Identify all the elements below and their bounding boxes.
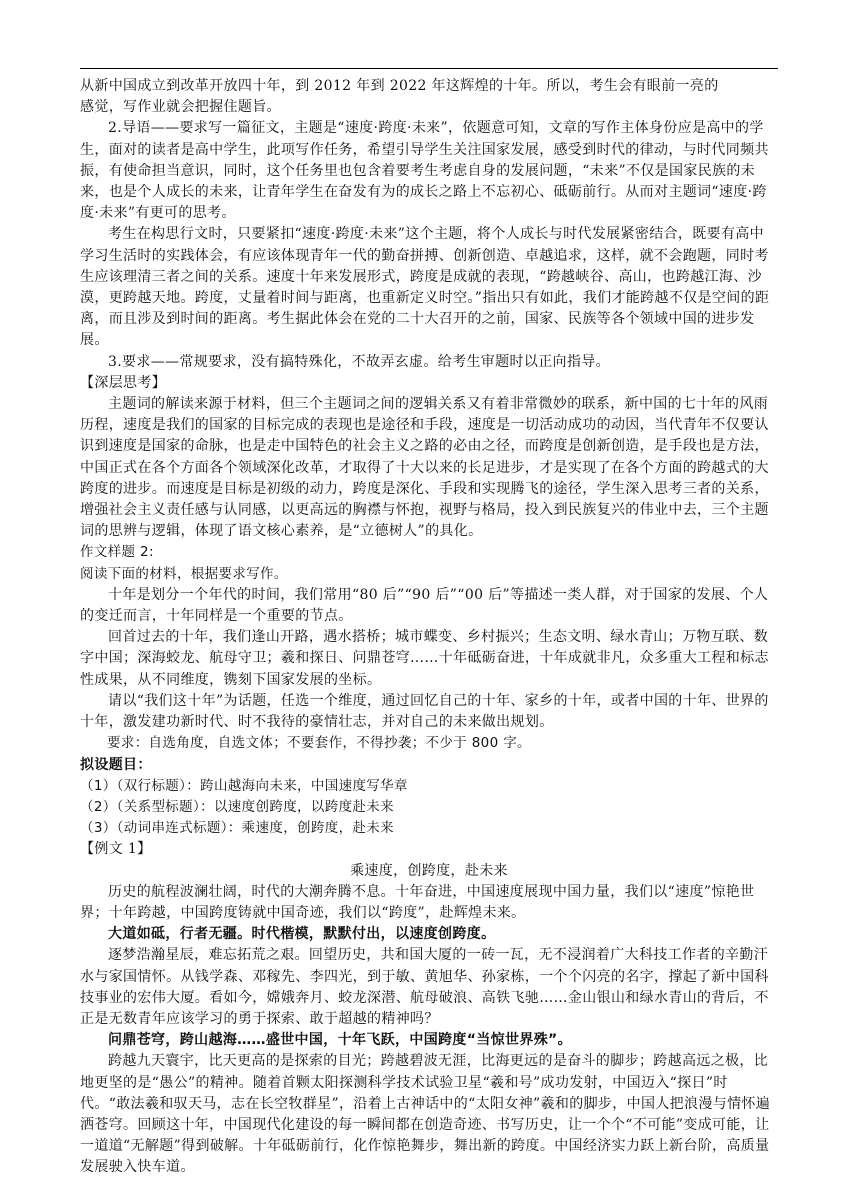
document-body — [80, 76, 778, 1179]
paragraph-conception: 考生在构思行文时，只要紧扣“速度·跨度·未来”这个主题，将个人成长与时代发展紧密结合，既要有高中学习生活时的实践体会，有应该体现青年一代的勤奋拼搏、创新创造、卓越追求，这样，就不会跑题，同时考生应该理清三者之间的关系。速度十年来发展形式，跨度是成就的表现，“跨越峡谷、高山，也跨越江海、沙漠，更跨越天地。跨度，丈量着时间与距离，也重新定义时空。”指出只有如此，我们才能跨越不仅是空间的距离，而且涉及到时间的距离。考生据此体会在党的二十大召开的之前，国家、民族等各个领域中国的进步发展。 — [80, 226, 770, 349]
paragraph-intro-line2: 感觉，写作业就会把握住题旨。 — [80, 99, 281, 116]
paragraph-material-1: 十年是划分一个年代的时间，我们常用“80 后”“90 后”“00 后”等描述一类人群，对于国家的发展、个人的变迁而言，十年同样是一个重要的节点。 — [80, 586, 769, 625]
proposed-title-1: （1）（双行标题）：跨山越海向未来，中国速度写华章 — [80, 777, 408, 794]
heading-sample-essay-1: 【例文 1】 — [80, 841, 152, 858]
header-rule — [80, 68, 778, 69]
proposed-title-3: （3）（动词串连式标题）：乘速度，创跨度，赴未来 — [80, 820, 394, 837]
heading-proposed-titles: 拟设题目： — [80, 756, 152, 773]
paragraph-material-requirements: 要求：自选角度，自选文体；不要套作，不得抄袭；不少于 800 字。 — [107, 735, 531, 752]
heading-deep-thinking: 【深层思考】 — [80, 374, 167, 391]
paragraph-deep-thinking: 主题词的解读来源于材料，但三个主题词之间的逻辑关系又有着非常微妙的联系，新中国的七十年的风雨历程，速度是我们的国家的目标完成的表现也是途径和手段，速度是一切活动成功的动因，当代青年不仅要认识到速度是国家的命脉，也是走中国特色的社会主义之路的必由之径，而跨度是创新创造，是手段也是方法，中国正式在各个方面各个领域深化改革，才取得了十大以来的长足进步，才是实现了在各个方面的跨越式的大跨度的进步。而速度是目标是初级的动力，跨度是深化、手段和实现腾飞的途径，学生深入思考三者的关系，增强社会主义责任感与认同感，以更高远的胸襟与怀抱，视野与格局，投入到民族复兴的伟业中去，三个主题词的思辨与逻辑，体现了语文核心素养，是“立德树人”的具化。 — [80, 396, 769, 540]
paragraph-instruction: 阅读下面的材料，根据要求写作。 — [80, 565, 288, 582]
paragraph-requirement: 3.要求——常规要求，没有搞特殊化，不故弄玄虚。给考生审题时以正向指导。 — [108, 353, 610, 370]
sample-essay-title: 乘速度，创跨度，赴未来 — [350, 862, 508, 879]
heading-sample-question-2: 作文样题 2: — [80, 544, 154, 561]
paragraph-material-2: 回首过去的十年，我们逢山开路，遇水搭桥；城市蝶变、乡村振兴；生态文明、绿水青山；万物互联、数字中国；深海蛟龙、航母守卫；羲和探日、问鼎苍穹……十年砥砺奋进，十年成就非凡，众多重大工程和标志性成果，从不同维度，镌刻下国家发展的坐标。 — [80, 629, 769, 688]
sample-essay-paragraph-1: 历史的航程波澜壮阔，时代的大潮奔腾不息。十年奋进，中国速度展现中国力量，我们以“速度”惊艳世界；十年跨越，中国跨度铸就中国奇迹，我们以“跨度”，赴辉煌未来。 — [80, 883, 755, 921]
paragraph-material-3: 请以“我们这十年”为话题，任选一个维度，通过回忆自己的十年、家乡的十年，或者中国的十年、世界的十年，激发建功新时代、时不我待的豪情壮志，并对自己的未来做出规划。 — [80, 692, 769, 731]
proposed-title-2: （2）（关系型标题）：以速度创跨度，以跨度赴未来 — [80, 798, 394, 815]
paragraph-intro-line1: 从新中国成立到改革开放四十年，到 2012 年到 2022 年这辉煌的十年。所以，考生会有眼前一亮的 — [80, 78, 719, 94]
paragraph-guide: 2.导语——要求写一篇征文，主题是“速度·跨度·未来”，依题意可知，文章的写作主体身份应是高中的学生，面对的读者是高中学生，此项写作任务，希望引导学生关注国家发展，感受到时代的律动，与时代同频共振，有使命担当意识，同时，这个任务里也包含着要考生考虑自身的发展问题，“未来”不仅是国家民族的未来，也是个人成长的未来，让青年学生在奋发有为的成长之路上不忘初心、砥砺前行。从而对主题词“速度·跨度·未来”有更可的思考。 — [80, 120, 769, 222]
sample-essay-paragraph-2: 逐梦浩瀚星辰，难忘拓荒之艰。回望历史，共和国大厦的一砖一瓦，无不浸润着广大科技工作者的辛勤汗水与家国情怀。从钱学森、邓稼先、李四光，到于敏、黄旭华、孙家栋，一个个闪亮的名字，撑起了新中国科技事业的宏伟大厦。看如今，嫦娥奔月、蛟龙深潜、航母破浪、高铁飞驰……金山银山和绿水青山的背后，不正是无数青年应该学习的勇于探索、敢于超越的精神吗？ — [80, 947, 769, 1027]
sample-essay-paragraph-3: 跨越九天寰宇，比天更高的是探索的目光；跨越碧波无涯，比海更远的是奋斗的脚步；跨越高远之极，比地更坚的是“愚公”的精神。随着首颗太阳探测科学技术试验卫星“羲和号”成功发射，中国迈入“探日”时代。“敢法羲和驭天马，志在长空牧群星”，沿着上古神话中的“太阳女神”羲和的脚步，中国人把浪漫与情怀遍洒苍穹。回顾这十年，中国现代化建设的每一瞬间都在创造奇迹、书写历史，让一个个“不可能”变成可能，让一道道“无解题”得到破解。十年砥砺前行，化作惊艳舞步，舞出新的跨度。中国经济实力跃上新台阶，高质量发展驶入快车道。 — [80, 1053, 771, 1176]
sample-essay-subheading-1: 大道如砥，行者无疆。时代楷模，默默付出，以速度创跨度。 — [108, 926, 496, 943]
sample-essay-subheading-2: 问鼎苍穹，跨山越海……盛世中国，十年飞跃，中国跨度“当惊世界殊”。 — [108, 1032, 572, 1049]
